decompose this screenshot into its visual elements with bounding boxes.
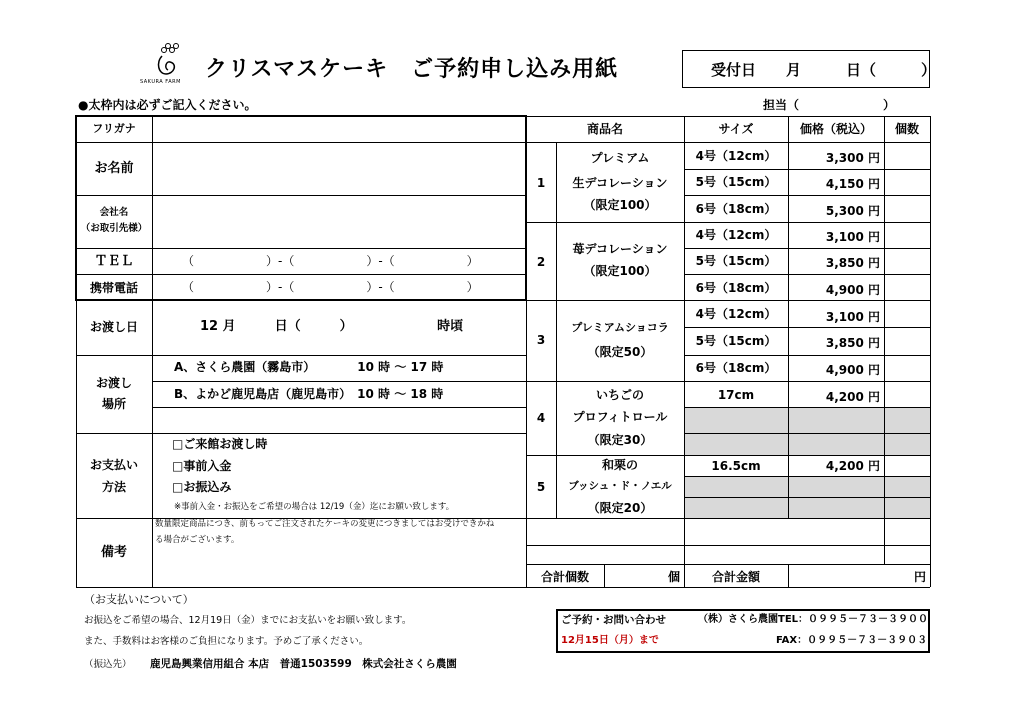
tel-input[interactable]: （ ）-（ ）-（ ） xyxy=(182,254,479,268)
product-name: いちごの xyxy=(595,388,644,402)
price-cell: 4,200 円 xyxy=(825,390,880,404)
product-name: プレミアム xyxy=(590,151,650,165)
header-size: サイズ xyxy=(718,122,754,136)
delivery-date-label: お渡し日 xyxy=(89,320,138,334)
total-amount-label: 合計金額 xyxy=(711,570,760,584)
payment-heading: （お支払いについて） xyxy=(84,593,194,606)
staff-field[interactable]: 担当（ ） xyxy=(763,98,896,112)
required-note: ●太枠内は必ずご記入ください。 xyxy=(78,98,257,112)
size-cell: 6号（18cm） xyxy=(695,281,777,295)
place-option-a[interactable]: A、さくら農園（霧島市） 10 時 ～ 17 時 xyxy=(174,360,444,374)
contact-tel: （株）さくら農園TEL：０９９５－７３－３９００ xyxy=(698,614,929,625)
name-input[interactable] xyxy=(155,148,523,192)
receipt-date-box[interactable]: 受付日 月 日（ ） xyxy=(682,50,930,88)
logo-caption: SAKURA FARM xyxy=(140,79,181,85)
product-no: 5 xyxy=(536,480,546,494)
size-cell: 5号（15cm） xyxy=(695,175,777,189)
product-no: 1 xyxy=(536,176,546,190)
product-name: 和栗の xyxy=(601,458,638,472)
product-name: （限定50） xyxy=(587,345,653,359)
furigana-input[interactable] xyxy=(180,130,520,140)
company-input[interactable] xyxy=(155,200,523,244)
payment-note: ※事前入金・お振込をご希望の場合は 12/19（金）迄にお願い致します。 xyxy=(174,502,455,512)
company-sub-label: （お取引先様） xyxy=(80,223,148,234)
product-name: （限定100） xyxy=(583,264,657,278)
product-name: 苺デコレーション xyxy=(572,242,668,256)
product-name: プレミアムショコラ xyxy=(571,321,669,334)
size-cell: 4号（12cm） xyxy=(695,307,777,321)
product-name: ブッシュ・ド・ノエル xyxy=(568,480,672,492)
product-name: （限定20） xyxy=(587,501,653,515)
header-quantity: 個数 xyxy=(894,122,919,136)
price-cell: 3,850 円 xyxy=(825,336,880,350)
place-option-b[interactable]: B、よかど鹿児島店（鹿児島市） 10 時 ～ 18 時 xyxy=(174,387,444,401)
mobile-label: 携帯電話 xyxy=(89,281,138,295)
size-cell: 6号（18cm） xyxy=(695,361,777,375)
price-cell: 4,900 円 xyxy=(825,363,880,377)
size-cell: 16.5cm xyxy=(711,459,761,473)
mobile-input[interactable]: （ ）-（ ）-（ ） xyxy=(182,280,479,294)
size-cell: 4号（12cm） xyxy=(695,149,777,163)
price-cell: 3,100 円 xyxy=(825,230,880,244)
place-label: お渡し xyxy=(95,376,132,390)
payment-label-2: 方法 xyxy=(101,480,126,494)
yen-unit: 円 xyxy=(913,570,926,584)
product-name: （限定30） xyxy=(587,433,653,447)
header-price: 価格（税込） xyxy=(799,122,872,136)
grape-logo-icon xyxy=(148,40,188,80)
furigana-label: フリガナ xyxy=(92,122,136,135)
price-cell: 3,100 円 xyxy=(825,310,880,324)
total-count-label: 合計個数 xyxy=(540,570,589,584)
bank-label: （振込先） xyxy=(84,659,132,670)
payment-option-onsite[interactable]: □ご来館お渡し時 xyxy=(172,437,268,451)
contact-heading: ご予約・お問い合わせ xyxy=(561,614,666,626)
remarks-line-1: 数量限定商品につき、前もってご注文されたケーキの変更につきましてはお受けできかね xyxy=(155,519,495,529)
product-name: プロフィトロール xyxy=(572,410,668,424)
tel-label: ＴＥＬ xyxy=(94,254,134,269)
contact-fax: FAX：０９９５－７３－３９０３ xyxy=(776,635,928,646)
price-cell: 4,900 円 xyxy=(825,283,880,297)
delivery-date-input[interactable]: 12 月 日（ ） 時頃 xyxy=(200,319,464,334)
product-no: 4 xyxy=(536,411,546,425)
payment-option-prepay[interactable]: □事前入金 xyxy=(172,459,232,473)
page-title: クリスマスケーキ ご予約申し込み用紙 xyxy=(205,57,619,82)
product-no: 2 xyxy=(536,255,546,269)
size-cell: 5号（15cm） xyxy=(695,334,777,348)
remarks-line-2: る場合がございます。 xyxy=(155,535,240,545)
payment-info-line-2: また、手数料はお客様のご負担になります。予めご了承ください。 xyxy=(84,636,369,647)
name-label: お名前 xyxy=(94,161,134,176)
price-cell: 4,200 円 xyxy=(825,459,880,473)
size-cell: 4号（12cm） xyxy=(695,228,777,242)
payment-option-transfer[interactable]: □お振込み xyxy=(172,480,232,494)
place-label-2: 場所 xyxy=(101,397,126,411)
count-unit: 個 xyxy=(667,570,680,584)
remarks-label: 備考 xyxy=(100,545,127,560)
price-cell: 4,150 円 xyxy=(825,177,880,191)
header-product: 商品名 xyxy=(586,122,623,136)
size-cell: 5号（15cm） xyxy=(695,254,777,268)
payment-info-line-1: お振込をご希望の場合、12月19日（金）までにお支払いをお願い致します。 xyxy=(84,615,412,626)
product-no: 3 xyxy=(536,333,546,347)
company-label: 会社名 xyxy=(99,207,129,218)
price-cell: 3,300 円 xyxy=(825,151,880,165)
deadline-text: 12月15日（月）まで xyxy=(561,635,659,646)
size-cell: 6号（18cm） xyxy=(695,202,777,216)
payment-label: お支払い xyxy=(89,458,138,472)
price-cell: 3,850 円 xyxy=(825,256,880,270)
price-cell: 5,300 円 xyxy=(825,204,880,218)
size-cell: 17cm xyxy=(717,388,755,402)
bank-info: 鹿児島興業信用組合 本店 普通1503599 株式会社さくら農園 xyxy=(150,658,457,670)
product-name: 生デコレーション xyxy=(572,176,668,190)
product-name: （限定100） xyxy=(583,198,657,212)
